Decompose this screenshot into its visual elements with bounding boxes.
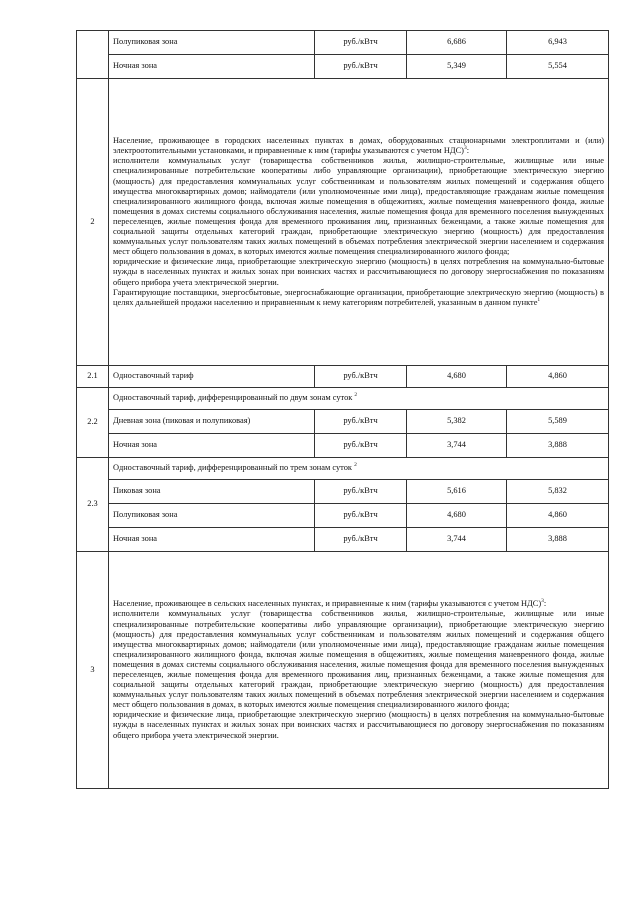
table-row [77,504,609,528]
zone-name: Ночная зона [109,55,315,79]
zone-name: Полупиковая зона [109,504,315,528]
value-period-1: 4,680 [407,504,507,528]
footnote-mark: 2 [354,462,357,469]
unit-cell: руб./кВтч [315,31,407,55]
subsection-title [109,458,609,480]
unit-cell: руб./кВтч [315,434,407,458]
unit-cell: руб./кВтч [315,55,407,79]
subsection-title-text: Одноставочный тариф, дифференцированный по трем зонам суток [113,463,352,473]
section-number: 2.3 [77,458,109,552]
section-intro: Население, проживающее в городских населенных пунктах в домах, оборудованных стационарными электроплитами и (или) электроотопительными установками, и приравненные к ним (тарифы указываются с учетом НДС) [113,136,604,156]
section-3-description [109,552,609,789]
table-row [77,480,609,504]
zone-name: Пиковая зона [109,480,315,504]
value-period-1: 5,616 [407,480,507,504]
footnote-mark: 1 [537,296,541,303]
tariff-table [76,30,609,789]
section-intro: Население, проживающее в сельских населенных пунктах, и приравненные к ним (тарифы указываются с учетом НДС) [113,599,542,609]
footnote-mark: 3 [541,598,544,605]
value-period-1: 6,686 [407,31,507,55]
section-number: 3 [77,552,109,789]
table-row [77,410,609,434]
zone-name: Полупиковая зона [109,31,315,55]
value-period-2: 5,832 [507,480,609,504]
unit-cell: руб./кВтч [315,504,407,528]
paragraph: исполнители коммунальных услуг (товарищества собственников жилья, жилищно-строительные, жилищные или иные специализированные потребительские кооперативы либо управляющие организации), приобретающие электрическую энергию (мощность) для предоставления коммунальных услуг собственникам и пользователям жилых помещений и содержания общего имущества многоквартирных домов; наймодатели (или уполномоченные ими лица), предоставляющие гражданам жилые помещения специализированного жилищного фонда, включая жилые помещения в общежитиях, жилые помещения маневренного фонда, жилые помещения в домах системы социального обслуживания населения, жилые помещения фонда для временного поселения вынужденных переселенцев, жилые помещения фонда для временного проживания лиц, признанных беженцами, а также жилые помещения для социальной защиты отдельных категорий граждан, приобретающие электрическую энергию (мощность) для предоставления коммунальных услуг пользователям таких жилых помещений в объемах потребления электрической энергии населением и содержания мест общего пользования в домах, в которых имеются жилые помещения специализированного жилого фонда; [113,156,604,257]
section-2-row [77,79,609,366]
footnote-mark: 3 [463,145,467,152]
section-number: 2.2 [77,388,109,458]
table-row [77,55,609,79]
section-2-description [109,79,609,366]
unit-cell: руб./кВтч [315,366,407,388]
paragraph: Гарантирующие поставщики, энергосбытовые, энергоснабжающие организации, приобретающие электрическую энергию (мощность) в целях дальнейшей продажи населению и приравненным к нему категориям потребителей, указанным в данном пункте [113,287,604,307]
table-row [77,31,609,55]
table-row [77,366,609,388]
value-period-2: 5,554 [507,55,609,79]
unit-cell: руб./кВтч [315,480,407,504]
value-period-1: 3,744 [407,434,507,458]
subsection-title-text: Одноставочный тариф, дифференцированный по двум зонам суток [113,393,353,403]
intro-colon: : [543,599,547,609]
unit-cell: руб./кВтч [315,410,407,434]
value-period-2: 6,943 [507,31,609,55]
tariff-name: Одноставочный тариф [109,366,315,388]
paragraph: юридические и физические лица, приобретающие электрическую энергию (мощность) в целях потребления на коммунально-бытовые нужды в населенных пунктах и жилых зонах при воинских частях и рассчитывающиеся по договору энергоснабжения по показаниям общего прибора учета электрической энергии. [113,710,604,740]
value-period-1: 5,382 [407,410,507,434]
value-period-1: 5,349 [407,55,507,79]
unit-cell: руб./кВтч [315,528,407,552]
section-number: 2.1 [77,366,109,388]
section-3-row [77,552,609,789]
value-period-1: 4,680 [407,366,507,388]
value-period-1: 3,744 [407,528,507,552]
subsection-title [109,388,609,410]
zone-name: Ночная зона [109,528,315,552]
value-period-2: 3,888 [507,528,609,552]
value-period-2: 3,888 [507,434,609,458]
footnote-mark: 2 [354,392,358,399]
value-period-2: 4,860 [507,366,609,388]
value-period-2: 4,860 [507,504,609,528]
paragraph: исполнители коммунальных услуг (товарищества собственников жилья, жилищно-строительные, жилищные или иные специализированные потребительские кооперативы либо управляющие организации), приобретающие электрическую энергию (мощность) для предоставления коммунальных услуг собственникам и пользователям жилых помещений и содержания общего имущества многоквартирных домов; наймодатели (или уполномоченные ими лица), предоставляющие гражданам жилые помещения специализированного жилищного фонда, включая жилые помещения в общежитиях, жилые помещения маневренного фонда, жилые помещения в домах системы социального обслуживания населения, жилые помещения фонда для временного поселения вынужденных переселенцев, жилые помещения фонда для временного проживания лиц, признанных беженцами, а также жилые помещения для социальной защиты отдельных категорий граждан, приобретающие электрическую энергию (мощность) для предоставления коммунальных услуг пользователям таких жилых помещений в объемах потребления электрической энергии населением и содержания мест общего пользования в домах, в которых имеются жилые помещения специализированного жилого фонда; [113,609,604,710]
subsection-header [77,458,609,480]
table-row [77,528,609,552]
intro-colon: : [466,146,470,156]
zone-name: Дневная зона (пиковая и полупиковая) [109,410,315,434]
zone-name: Ночная зона [109,434,315,458]
row-number-cell [77,31,109,79]
value-period-2: 5,589 [507,410,609,434]
paragraph: юридические и физические лица, приобретающие электрическую энергию (мощность) в целях потребления на коммунально-бытовые нужды в населенных пунктах и жилых зонах при воинских частях и рассчитывающиеся по договору энергоснабжения по показаниям общего прибора учета электрической энергии. [113,257,604,287]
section-number: 2 [77,79,109,366]
subsection-header [77,388,609,410]
table-row [77,434,609,458]
